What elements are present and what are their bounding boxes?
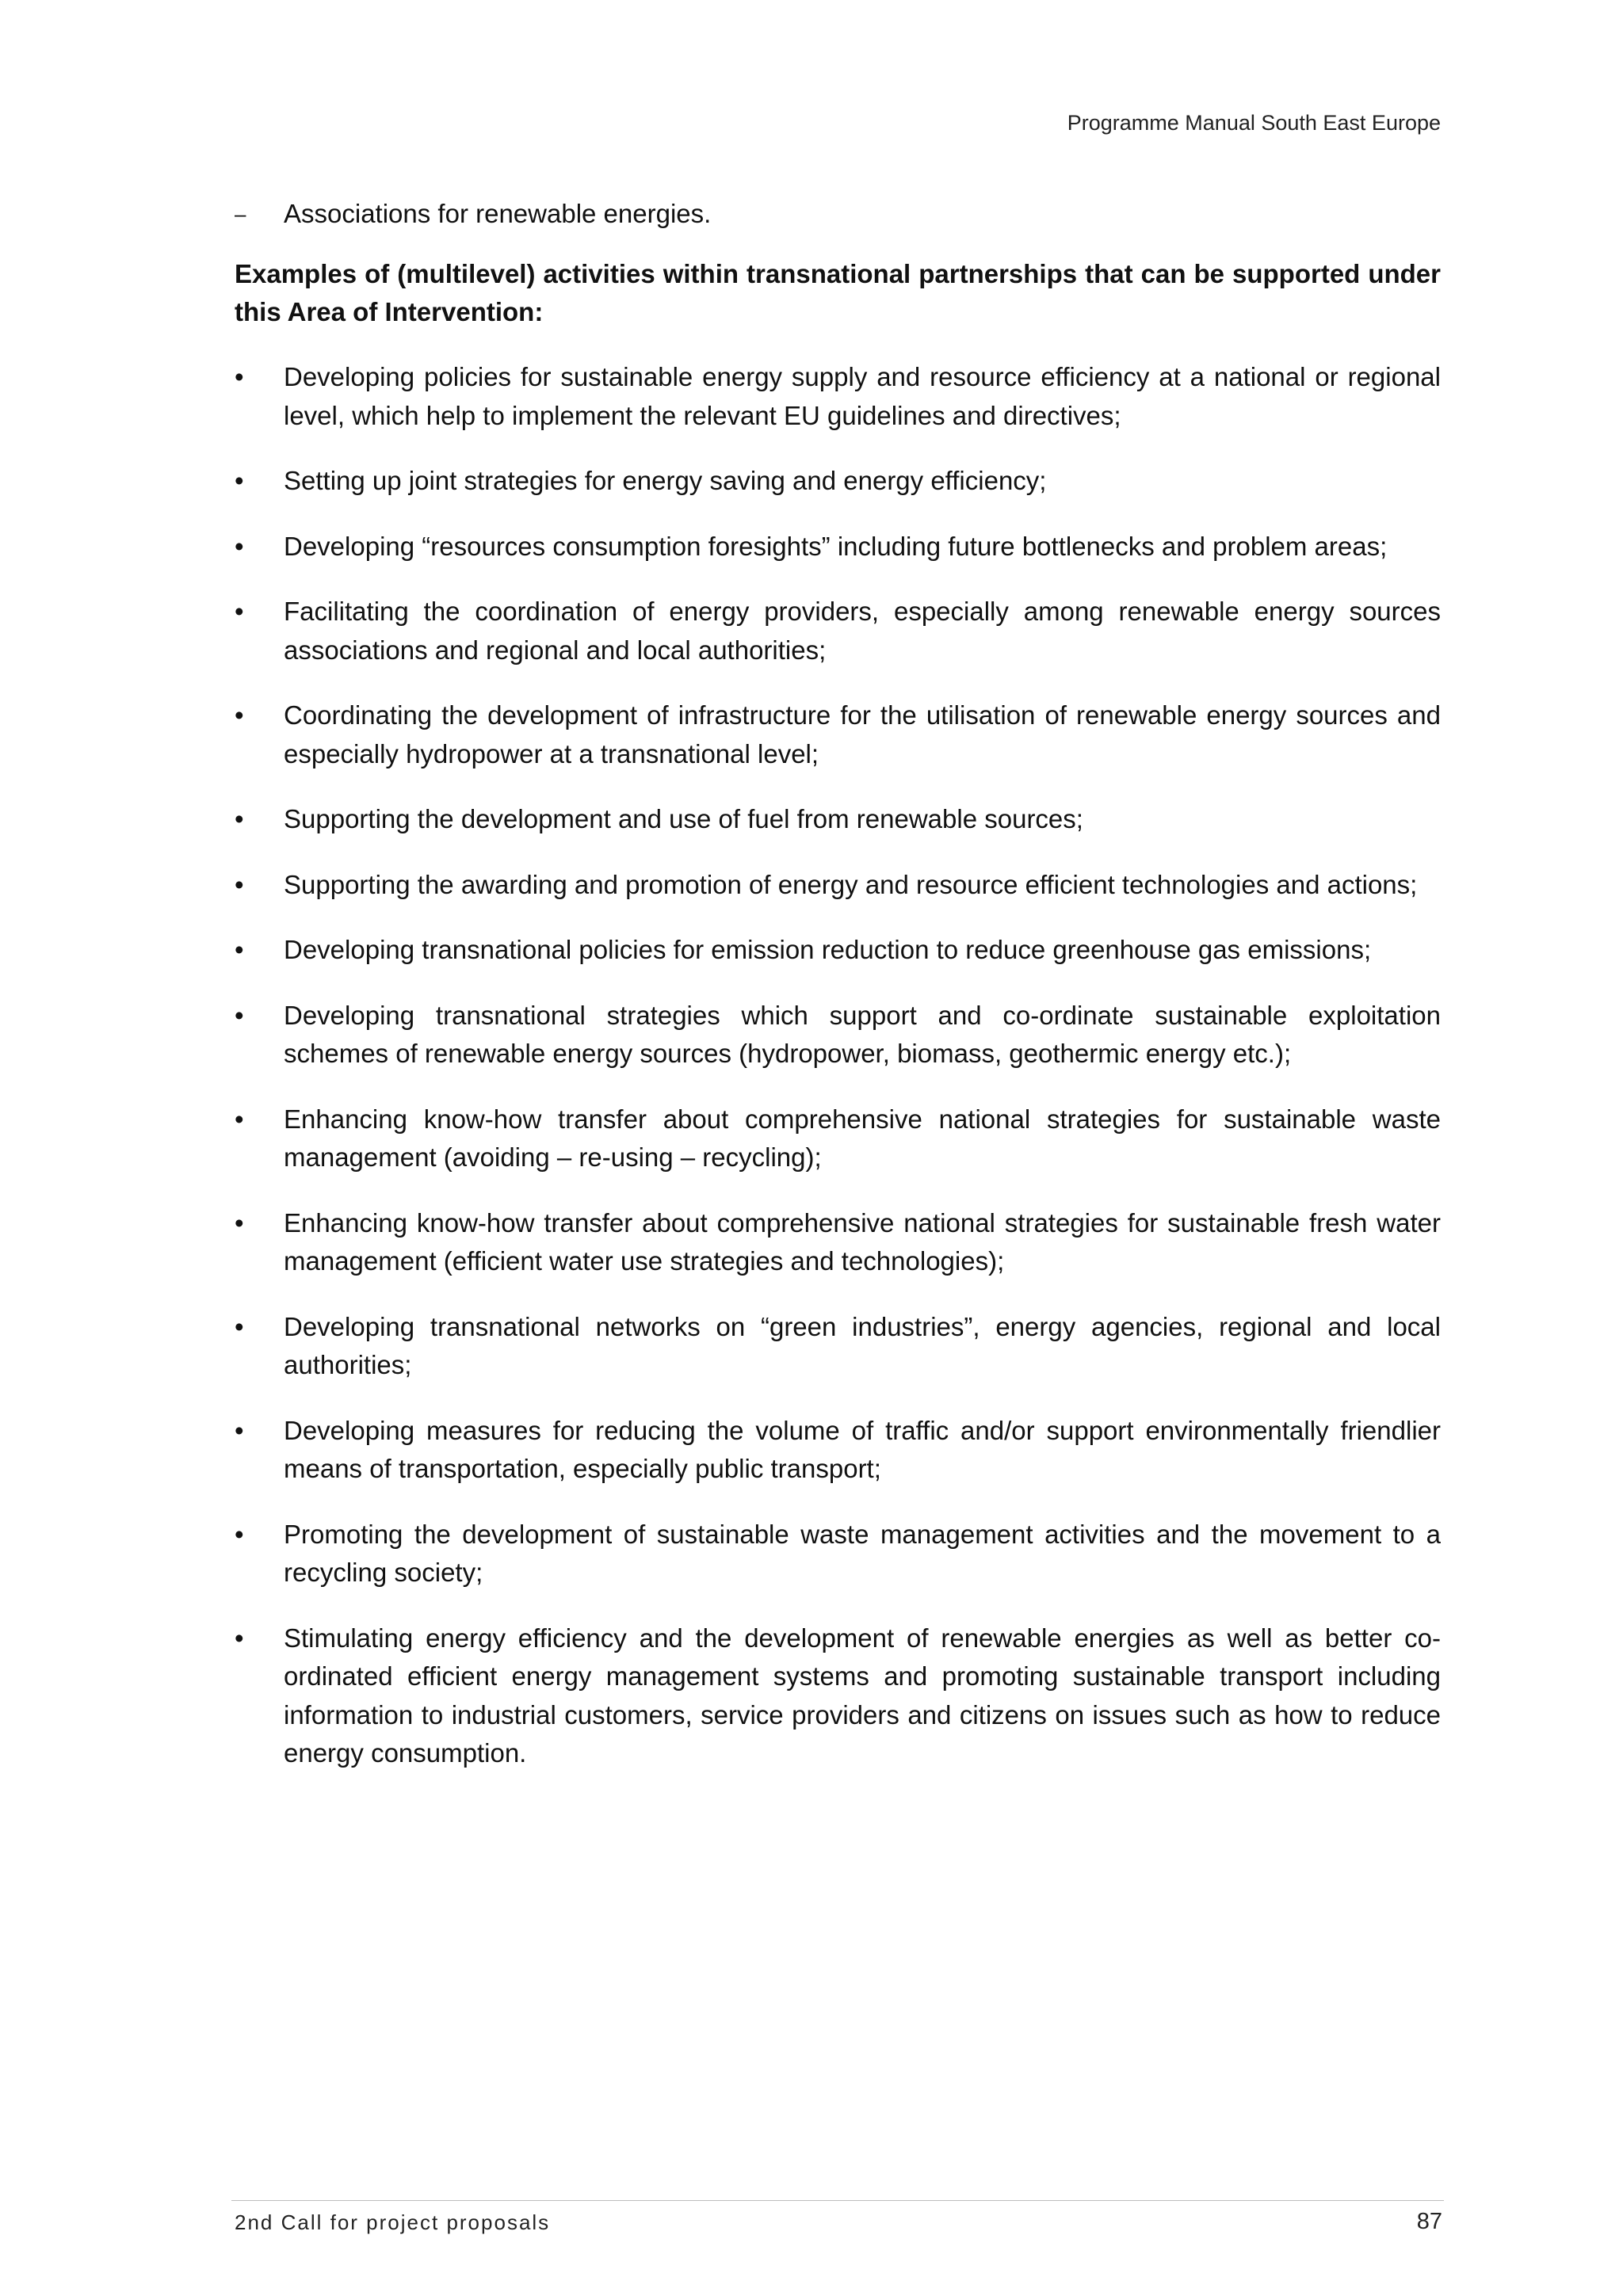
bullet-text: Stimulating energy efficiency and the development of renewable energies as well as better co-ordinated efficient energy management systems and promoting sustainable transport including information to industrial customers, service providers and citizens on issues such as how to reduce energy consumption. [284, 1623, 1441, 1768]
bullet-item [235, 358, 1441, 435]
bullet-marker: • [235, 1623, 244, 1653]
bullet-item [235, 1412, 1441, 1489]
activities-bullet-list [235, 358, 1441, 1773]
bullet-text: Developing transnational strategies which support and co-ordinate sustainable exploitation schemes of renewable energy sources (hydropower, biomass, geothermic energy etc.); [284, 1000, 1441, 1068]
bullet-text: Enhancing know-how transfer about comprehensive national strategies for sustainable fresh water management (efficient water use strategies and technologies); [284, 1207, 1441, 1276]
bullet-text: Developing policies for sustainable energy supply and resource efficiency at a national or regional level, which help to implement the relevant EU guidelines and directives; [284, 362, 1441, 430]
section-heading: Examples of (multilevel) activities within transnational partnerships that can be supported under this Area of Intervention: [235, 259, 1441, 326]
bullet-text: Setting up joint strategies for energy saving and energy efficiency; [284, 466, 1047, 495]
dash-marker: – [235, 202, 246, 226]
bullet-item [235, 528, 1441, 566]
bullet-item [235, 1619, 1441, 1773]
bullet-item [235, 1308, 1441, 1385]
bullet-item [235, 800, 1441, 839]
bullet-marker: • [235, 597, 244, 626]
bullet-text: Promoting the development of sustainable waste management activities and the movement to a recycling society; [284, 1519, 1441, 1587]
bullet-item [235, 593, 1441, 669]
bullet-marker: • [235, 935, 244, 964]
dash-list-item-text: Associations for renewable energies. [284, 199, 712, 228]
bullet-item [235, 866, 1441, 905]
bullet-marker: • [235, 1104, 244, 1134]
bullet-marker: • [235, 1000, 244, 1030]
bullet-item [235, 462, 1441, 501]
page-content [235, 195, 1441, 1800]
bullet-text: Coordinating the development of infrastructure for the utilisation of renewable energy sources and especially hydropower at a transnational level; [284, 700, 1441, 769]
bullet-text: Developing “resources consumption foresights” including future bottlenecks and problem areas; [284, 531, 1388, 561]
running-header: Programme Manual South East Europe [1067, 111, 1441, 135]
footer-divider [231, 2200, 1444, 2201]
bullet-marker: • [235, 869, 244, 899]
page-number: 87 [1416, 2209, 1442, 2234]
bullet-marker: • [235, 1415, 244, 1445]
bullet-marker: • [235, 362, 244, 391]
bullet-item [235, 997, 1441, 1074]
bullet-text: Developing transnational policies for emission reduction to reduce greenhouse gas emissions; [284, 935, 1372, 964]
bullet-marker: • [235, 466, 244, 495]
bullet-marker: • [235, 1519, 244, 1549]
bullet-item [235, 696, 1441, 773]
bullet-text: Enhancing know-how transfer about comprehensive national strategies for sustainable waste management (avoiding – re-using – recycling); [284, 1104, 1441, 1172]
bullet-marker: • [235, 1207, 244, 1238]
bullet-marker: • [235, 804, 244, 833]
bullet-item [235, 1100, 1441, 1177]
bullet-marker: • [235, 1311, 244, 1341]
bullet-text: Developing transnational networks on “green industries”, energy agencies, regional and local authorities; [284, 1311, 1441, 1379]
bullet-text: Supporting the development and use of fuel from renewable sources; [284, 804, 1083, 833]
bullet-text: Supporting the awarding and promotion of energy and resource efficient technologies and actions; [284, 869, 1418, 899]
bullet-text: Facilitating the coordination of energy providers, especially among renewable energy sources associations and regional and local authorities; [284, 597, 1441, 665]
bullet-marker: • [235, 531, 244, 561]
bullet-text: Developing measures for reducing the volume of traffic and/or support environmentally friendlier means of transportation, especially public transport; [284, 1415, 1441, 1483]
bullet-item [235, 1516, 1441, 1592]
bullet-marker: • [235, 700, 244, 730]
bullet-item [235, 1204, 1441, 1281]
bullet-item [235, 931, 1441, 970]
dash-list-item [235, 195, 1441, 233]
footer-call-title: 2nd Call for project proposals [235, 2210, 551, 2234]
